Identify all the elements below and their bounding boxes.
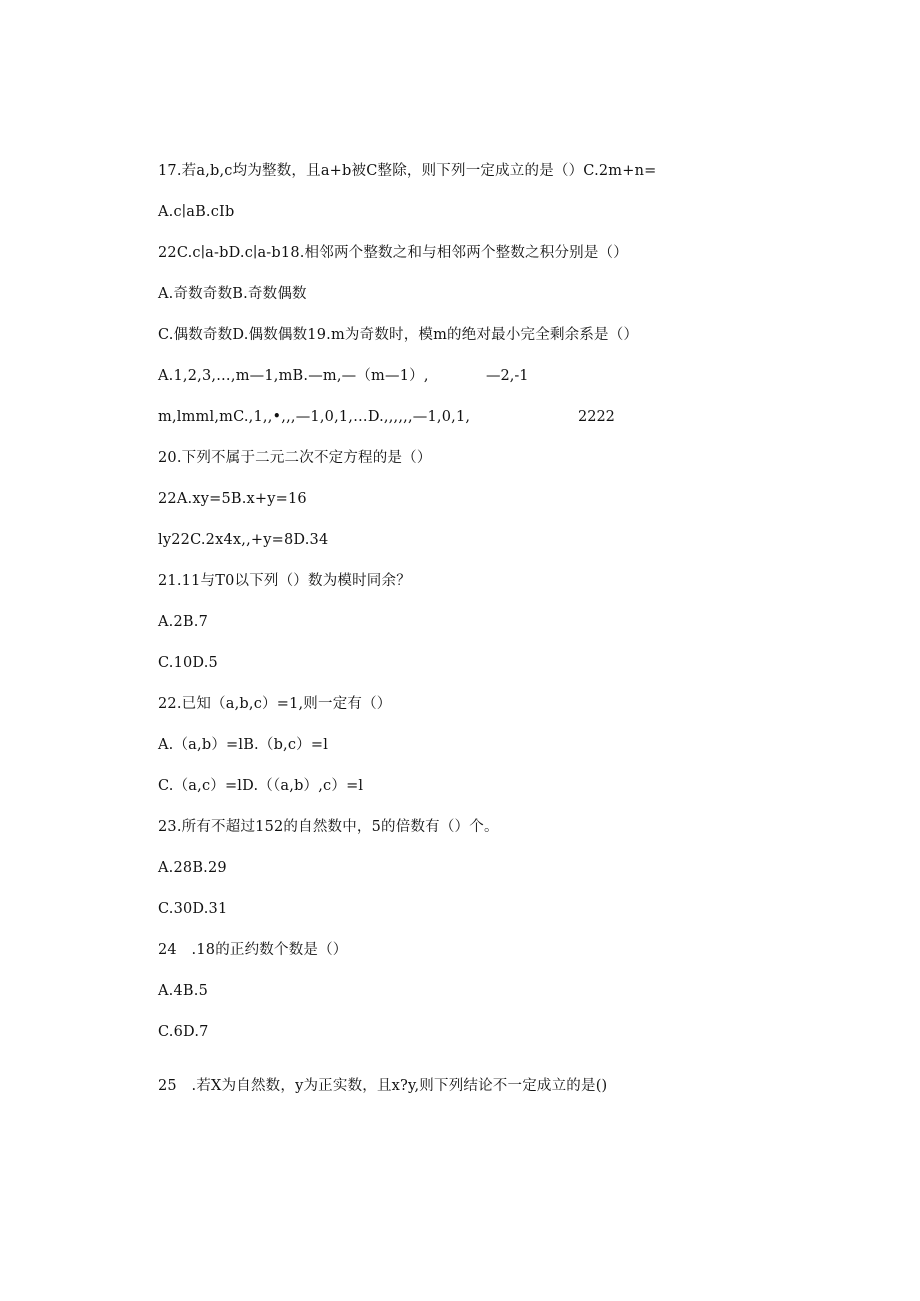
question-24-options-cd: C.6D.7 xyxy=(158,1024,209,1040)
question-20-options-ab: 22A.xy=5B.x+y=16 xyxy=(158,491,307,507)
question-19-options-ab: A.1,2,3,…,m—1,mB.—m,—（m—1）, xyxy=(158,368,429,384)
question-22-options-cd: C.（a,c）=lD.（（a,b）,c）=l xyxy=(158,778,364,794)
question-25: 25 .若X为自然数，y为正实数，且x?y,则下列结论不一定成立的是() xyxy=(158,1078,608,1094)
question-17: 17.若a,b,c均为整数，且a+b被C整除，则下列一定成立的是（）C.2m+n= xyxy=(158,163,657,179)
question-17-options-ab: A.c∣aB.cIb xyxy=(158,204,235,220)
question-21-options-ab: A.2B.7 xyxy=(158,614,208,630)
question-24: 24 .18的正约数个数是（） xyxy=(158,942,348,958)
question-18-options-ab: A.奇数奇数B.奇数偶数 xyxy=(158,286,307,302)
question-21-options-cd: C.10D.5 xyxy=(158,655,218,671)
question-20: 20.下列不属于二元二次不定方程的是（） xyxy=(158,450,432,466)
question-19-options-cd: m,lmml,mC.,1,,•,,,—1,0,1,…D.,,,,,,—1,0,1, xyxy=(158,409,471,425)
question-18-line: 22C.c∣a-bD.c∣a-b18.相邻两个整数之和与相邻两个整数之积分别是（） xyxy=(158,245,628,261)
question-23: 23.所有不超过152的自然数中，5的倍数有（）个。 xyxy=(158,819,499,835)
question-19-fragment-right: —2,-1 xyxy=(486,368,529,384)
question-23-options-cd: C.30D.31 xyxy=(158,901,228,917)
question-19-line: C.偶数奇数D.偶数偶数19.m为奇数时，模m的绝对最小完全剩余系是（） xyxy=(158,327,639,343)
question-22-options-ab: A.（a,b）=lB.（b,c）=l xyxy=(158,737,329,753)
question-19-fragment-2222: 2222 xyxy=(578,409,615,425)
question-22: 22.已知（a,b,c）=1,则一定有（） xyxy=(158,696,392,712)
question-24-options-ab: A.4B.5 xyxy=(158,983,208,999)
question-20-options-cd: ly22C.2x4x,,+y=8D.34 xyxy=(158,532,329,548)
question-23-options-ab: A.28B.29 xyxy=(158,860,227,876)
question-21: 21.11与T0以下列（）数为模时同余？ xyxy=(158,573,411,589)
